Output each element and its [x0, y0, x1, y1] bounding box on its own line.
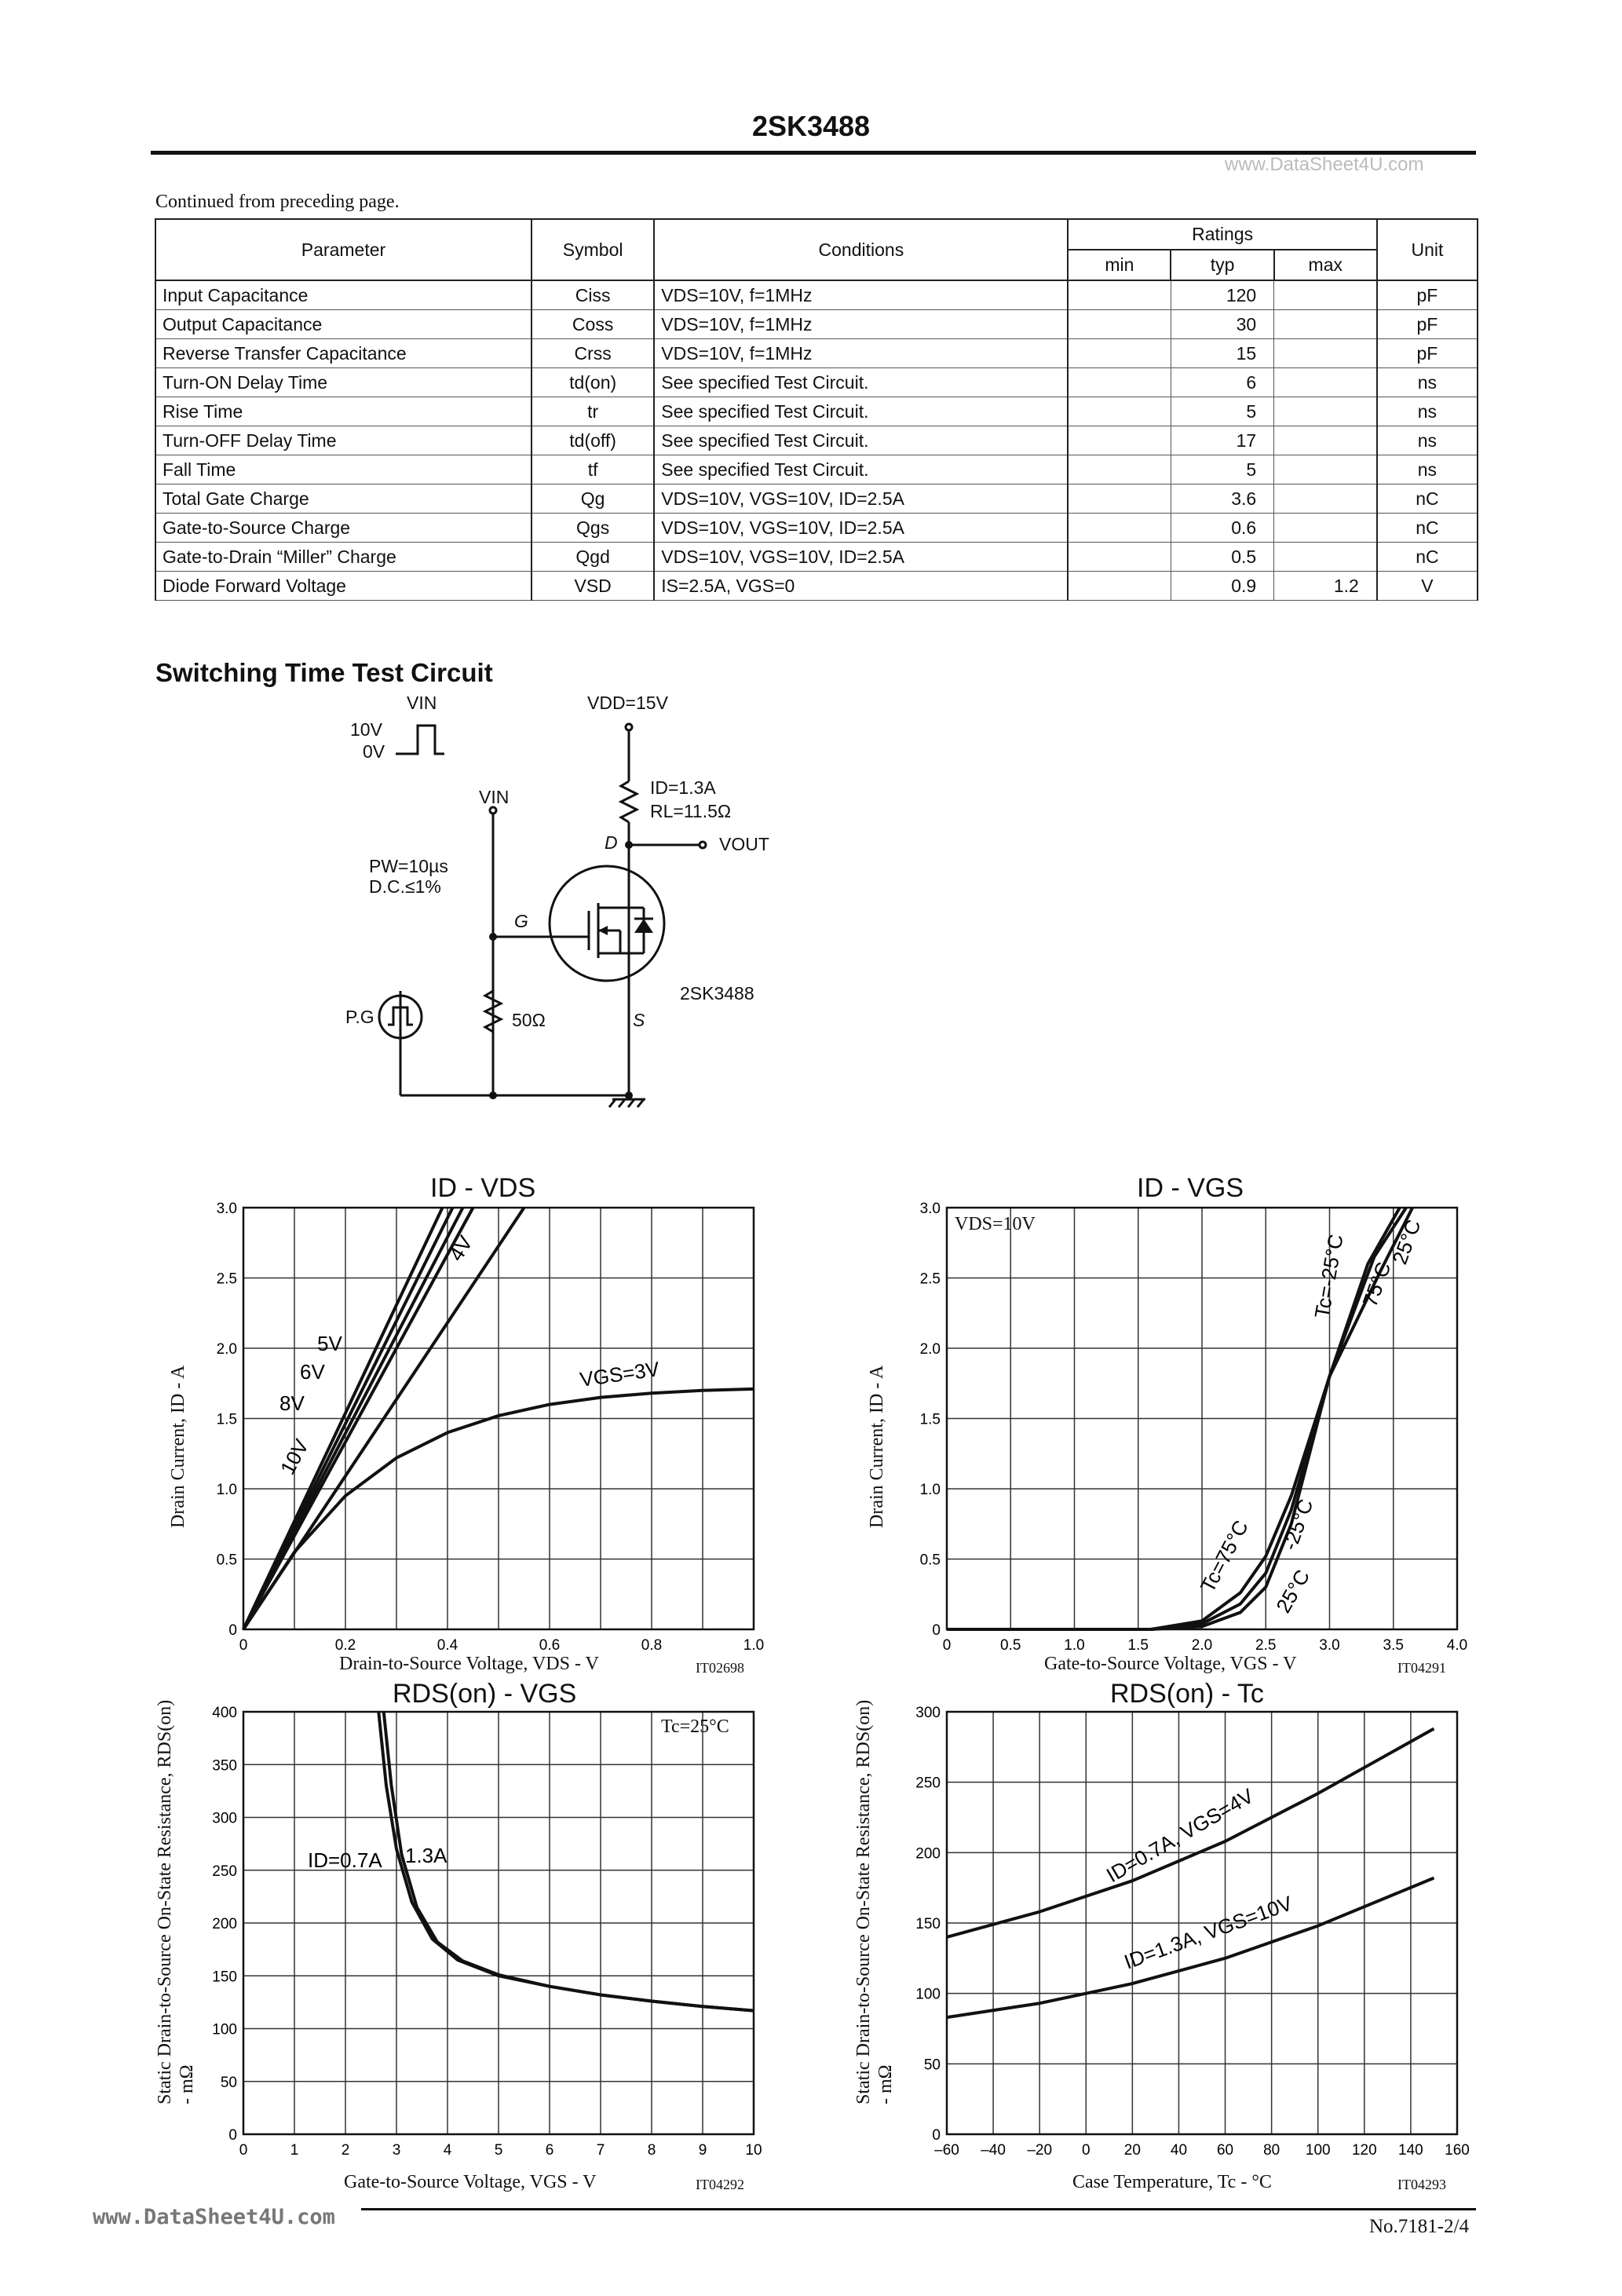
series-label: 75°C [1357, 1259, 1396, 1311]
typ-cell: 120 [1171, 280, 1273, 310]
param-cell: Turn-ON Delay Time [155, 368, 532, 397]
y-tick-label: 300 [915, 1705, 941, 1721]
x-tick-label: 1.5 [1127, 1637, 1149, 1654]
conditions-cell: See specified Test Circuit. [654, 368, 1068, 397]
x-tick-label: 3 [392, 2142, 401, 2159]
x-tick-label: 0 [942, 1637, 952, 1654]
symbol-cell: Qg [532, 484, 654, 514]
param-cell: Input Capacitance [155, 280, 532, 310]
body-diode-symbol [634, 919, 653, 933]
series-label: ID=0.7A [308, 1848, 382, 1872]
x-tick-label: 8 [647, 2142, 656, 2159]
symbol-cell: td(on) [532, 368, 654, 397]
unit-cell: nC [1377, 484, 1478, 514]
series-label: 8V [279, 1391, 305, 1415]
x-tick-label: 0.2 [334, 1637, 356, 1654]
chart4-ylabel: Static Drain-to-Source On-State Resistance, RDS(on) - mΩ [853, 1699, 896, 2104]
y-tick-label: 3.0 [216, 1201, 237, 1217]
y-tick-label: 3.0 [919, 1201, 941, 1217]
y-tick-label: 0 [932, 2127, 941, 2144]
page-title: 2SK3488 [751, 110, 871, 142]
typ-cell: 0.6 [1171, 514, 1273, 543]
th-symbol: Symbol [532, 219, 654, 280]
x-tick-label: 1.0 [743, 1637, 765, 1654]
conditions-cell: See specified Test Circuit. [654, 397, 1068, 426]
th-unit: Unit [1377, 219, 1478, 280]
pg-label: P.G [345, 1007, 374, 1027]
x-tick-label: 20 [1123, 2142, 1141, 2159]
x-tick-label: 0.8 [641, 1637, 663, 1654]
series-label: 1.3A [405, 1844, 448, 1867]
x-tick-label: 120 [1351, 2142, 1377, 2159]
load-resistor-symbol [621, 781, 637, 822]
x-tick-label: 0 [1081, 2142, 1090, 2159]
unit-cell: nC [1377, 543, 1478, 572]
param-cell: Fall Time [155, 455, 532, 484]
chart4-code: IT04293 [1397, 2177, 1446, 2192]
symbol-cell: Qgd [532, 543, 654, 572]
series-label: 25°C [1271, 1565, 1315, 1617]
unit-cell: pF [1377, 310, 1478, 339]
chart1-ylabel: Drain Current, ID - A [168, 1365, 188, 1528]
series-label: 5V [317, 1332, 342, 1355]
x-tick-label: –20 [1027, 2142, 1053, 2159]
unit-cell: ns [1377, 426, 1478, 455]
param-cell: Diode Forward Voltage [155, 572, 532, 601]
x-tick-label: 0 [239, 1637, 248, 1654]
typ-cell: 3.6 [1171, 484, 1273, 514]
y-tick-label: 0 [228, 2127, 237, 2144]
x-tick-label: 0.6 [539, 1637, 561, 1654]
chart-2 [920, 1201, 1468, 1654]
y-tick-label: 0 [932, 1622, 941, 1639]
dc-label: D.C.≤1% [369, 876, 441, 897]
series-label: ID=0.7A, VGS=4V [1102, 1783, 1258, 1888]
chart-4 [915, 1705, 1470, 2159]
vin-pulse-label: VIN [407, 693, 437, 713]
x-tick-label: 3.0 [1319, 1637, 1340, 1654]
y-tick-label: 300 [212, 1810, 237, 1827]
y-tick-label: 50 [923, 2057, 941, 2074]
charts-area [0, 1162, 1622, 2206]
vdd-label: VDD=15V [587, 693, 668, 713]
part-label: 2SK3488 [680, 983, 754, 1004]
watermark-bottom[interactable]: www.DataSheet4U.com [93, 2205, 335, 2229]
series-label: 25°C [1387, 1216, 1426, 1268]
chart2-ylabel: Drain Current, ID - A [867, 1365, 887, 1528]
conditions-cell: VDS=10V, f=1MHz [654, 310, 1068, 339]
y-tick-label: 1.5 [919, 1411, 941, 1428]
x-tick-label: 3.5 [1383, 1637, 1404, 1654]
unit-cell: ns [1377, 368, 1478, 397]
unit-cell: V [1377, 572, 1478, 601]
unit-cell: pF [1377, 280, 1478, 310]
x-tick-label: 160 [1445, 2142, 1470, 2159]
chart1-xlabel: Drain-to-Source Voltage, VDS - V [339, 1654, 599, 1674]
x-tick-label: 140 [1398, 2142, 1423, 2159]
y-tick-label: 0 [228, 1622, 237, 1639]
x-tick-label: 2.0 [1191, 1637, 1213, 1654]
x-tick-label: 0.5 [1000, 1637, 1021, 1654]
conditions-cell: See specified Test Circuit. [654, 455, 1068, 484]
symbol-cell: Coss [532, 310, 654, 339]
x-tick-label: 80 [1263, 2142, 1280, 2159]
param-cell: Total Gate Charge [155, 484, 532, 514]
param-cell: Reverse Transfer Capacitance [155, 339, 532, 368]
y-tick-label: 250 [212, 1863, 237, 1880]
chart2-title: ID - VGS [1137, 1173, 1244, 1203]
chart2-code: IT04291 [1397, 1660, 1446, 1676]
id-label: ID=1.3A [650, 777, 716, 798]
conditions-cell: VDS=10V, VGS=10V, ID=2.5A [654, 514, 1068, 543]
param-cell: Rise Time [155, 397, 532, 426]
unit-cell: ns [1377, 397, 1478, 426]
unit-cell: pF [1377, 339, 1478, 368]
x-tick-label: –60 [934, 2142, 959, 2159]
unit-cell: nC [1377, 514, 1478, 543]
y-tick-label: 100 [915, 1986, 941, 2003]
param-cell: Turn-OFF Delay Time [155, 426, 532, 455]
typ-cell: 0.5 [1171, 543, 1273, 572]
conditions-cell: IS=2.5A, VGS=0 [654, 572, 1068, 601]
conditions-cell: VDS=10V, f=1MHz [654, 339, 1068, 368]
y-tick-label: 150 [212, 1969, 237, 1986]
y-tick-label: 50 [220, 2074, 237, 2091]
mosfet-symbol [550, 866, 664, 981]
x-tick-label: 0.4 [437, 1637, 458, 1654]
pulse-symbol [396, 726, 444, 754]
x-tick-label: 10 [745, 2142, 762, 2159]
param-cell: Gate-to-Source Charge [155, 514, 532, 543]
gate-label: G [514, 911, 528, 931]
th-max: max [1274, 250, 1377, 280]
th-conditions: Conditions [654, 219, 1068, 280]
y-tick-label: 2.5 [216, 1270, 237, 1288]
x-tick-label: 9 [698, 2142, 707, 2159]
symbol-cell: td(off) [532, 426, 654, 455]
y-tick-label: 150 [915, 1916, 941, 1932]
chart1-code: IT02698 [696, 1660, 744, 1676]
series-label: VGS=3V [578, 1357, 661, 1391]
y-tick-label: 100 [212, 2021, 237, 2038]
vin-terminal [490, 807, 496, 813]
chart-3 [212, 1705, 762, 2159]
th-min: min [1068, 250, 1171, 280]
vin-node-label: VIN [479, 787, 510, 807]
chart1-title: ID - VDS [430, 1173, 536, 1203]
chart2-annotation: VDS=10V [955, 1214, 1036, 1234]
source-label: S [633, 1010, 645, 1030]
conditions-cell: VDS=10V, f=1MHz [654, 280, 1068, 310]
y-tick-label: 200 [212, 1916, 237, 1932]
chart3-title: RDS(on) - VGS [393, 1679, 577, 1709]
max-cell: 1.2 [1274, 572, 1377, 601]
y-tick-label: 1.0 [216, 1482, 237, 1498]
y-tick-label: 0.5 [216, 1552, 237, 1569]
series-label: 6V [300, 1360, 325, 1384]
series-label: 4V [444, 1231, 477, 1266]
symbol-cell: Crss [532, 339, 654, 368]
unit-cell: ns [1377, 455, 1478, 484]
y-tick-label: 1.0 [919, 1482, 941, 1498]
pulse-low-label: 0V [363, 741, 385, 762]
vout-terminal [700, 842, 706, 848]
typ-cell: 5 [1171, 455, 1273, 484]
rl-label: RL=11.5Ω [650, 801, 732, 821]
chart3-xlabel: Gate-to-Source Voltage, VGS - V [344, 2172, 597, 2192]
pulse-high-label: 10V [350, 719, 382, 740]
y-tick-label: 0.5 [919, 1552, 941, 1569]
chart3-ylabel: Static Drain-to-Source On-State Resistance, RDS(on) - mΩ [155, 1699, 197, 2104]
y-tick-label: 2.0 [216, 1341, 237, 1358]
vdd-terminal [626, 724, 632, 730]
page-number: No.7181-2/4 [1369, 2216, 1470, 2237]
x-tick-label: 4.0 [1446, 1637, 1468, 1654]
typ-cell: 17 [1171, 426, 1273, 455]
x-tick-label: 1.0 [1064, 1637, 1085, 1654]
th-parameter: Parameter [155, 219, 532, 280]
typ-cell: 30 [1171, 310, 1273, 339]
conditions-cell: VDS=10V, VGS=10V, ID=2.5A [654, 484, 1068, 514]
x-tick-label: –40 [981, 2142, 1006, 2159]
series-label: Tc=75°C [1195, 1516, 1253, 1596]
watermark-top[interactable]: www.DataSheet4U.com [1225, 154, 1424, 175]
y-tick-label: 2.0 [919, 1341, 941, 1358]
y-tick-label: 2.5 [919, 1270, 941, 1288]
x-tick-label: 4 [443, 2142, 452, 2159]
conditions-cell: VDS=10V, VGS=10V, ID=2.5A [654, 543, 1068, 572]
conditions-cell: See specified Test Circuit. [654, 426, 1068, 455]
x-tick-label: 100 [1305, 2142, 1331, 2159]
x-tick-label: 2.5 [1255, 1637, 1277, 1654]
series-label: 10V [275, 1435, 314, 1479]
y-tick-label: 250 [915, 1775, 941, 1792]
symbol-cell: Ciss [532, 280, 654, 310]
chart4-title: RDS(on) - Tc [1110, 1679, 1264, 1709]
symbol-cell: tr [532, 397, 654, 426]
chart3-code: IT04292 [696, 2177, 744, 2192]
th-ratings: Ratings [1068, 219, 1376, 250]
x-tick-label: 40 [1170, 2142, 1188, 2159]
y-tick-label: 350 [212, 1757, 237, 1775]
y-tick-label: 1.5 [216, 1411, 237, 1428]
x-tick-label: 2 [341, 2142, 350, 2159]
symbol-cell: Qgs [532, 514, 654, 543]
typ-cell: 0.9 [1171, 572, 1273, 601]
typ-cell: 5 [1171, 397, 1273, 426]
typ-cell: 15 [1171, 339, 1273, 368]
chart4-xlabel: Case Temperature, Tc - °C [1072, 2172, 1272, 2192]
chart2-xlabel: Gate-to-Source Voltage, VGS - V [1044, 1654, 1297, 1674]
th-typ: typ [1171, 250, 1273, 280]
series-label: Tc=-25°C [1310, 1232, 1348, 1321]
symbol-cell: tf [532, 455, 654, 484]
circuit-title: Switching Time Test Circuit [155, 658, 493, 687]
drain-label: D [605, 832, 618, 853]
y-tick-label: 200 [915, 1845, 941, 1863]
chart-1 [217, 1201, 765, 1654]
series-label: -25°C [1277, 1496, 1318, 1554]
continued-note: Continued from preceding page. [155, 192, 400, 212]
typ-cell: 6 [1171, 368, 1273, 397]
series-label: ID=1.3A, VGS=10V [1120, 1891, 1295, 1974]
vout-label: VOUT [719, 834, 769, 854]
param-cell: Output Capacitance [155, 310, 532, 339]
chart3-annotation: Tc=25°C [661, 1717, 729, 1737]
x-tick-label: 6 [545, 2142, 554, 2159]
r50-label: 50Ω [512, 1010, 546, 1030]
pw-label: PW=10µs [369, 856, 448, 876]
x-tick-label: 60 [1216, 2142, 1234, 2159]
x-tick-label: 7 [596, 2142, 605, 2159]
x-tick-label: 0 [239, 2142, 248, 2159]
symbol-cell: VSD [532, 572, 654, 601]
x-tick-label: 1 [290, 2142, 299, 2159]
y-tick-label: 400 [212, 1705, 237, 1721]
param-cell: Gate-to-Drain “Miller” Charge [155, 543, 532, 572]
footer-rule [361, 2208, 1476, 2210]
x-tick-label: 5 [494, 2142, 503, 2159]
